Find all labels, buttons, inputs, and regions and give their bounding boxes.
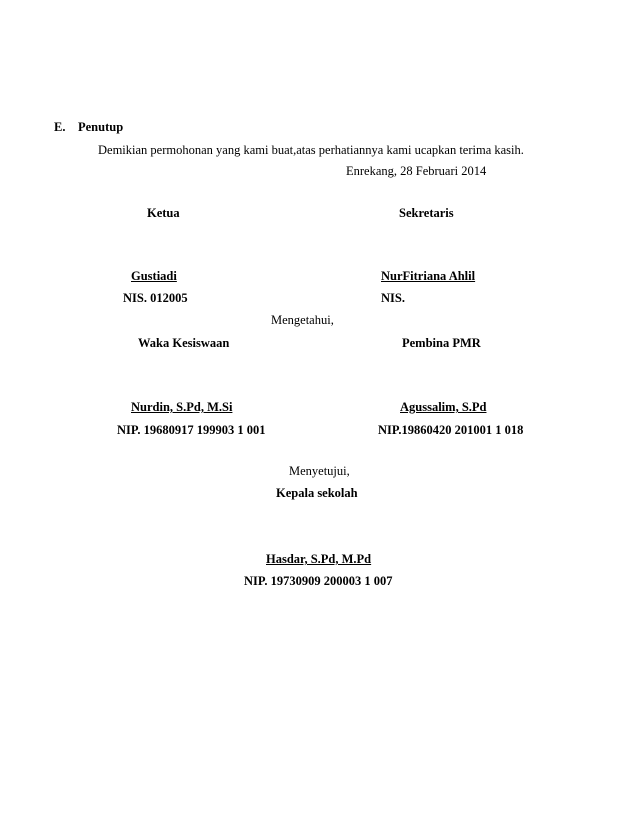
waka-role: Waka Kesiswaan <box>138 336 230 350</box>
waka-name: Nurdin, S.Pd, M.Si <box>131 400 233 414</box>
pembina-id: NIP.19860420 201001 1 018 <box>378 423 524 437</box>
kepala-id: NIP. 19730909 200003 1 007 <box>244 574 393 588</box>
sekretaris-name: NurFitriana Ahlil <box>381 269 476 283</box>
mengetahui-label: Mengetahui, <box>271 313 334 327</box>
sekretaris-role: Sekretaris <box>399 206 454 220</box>
pembina-name: Agussalim, S.Pd <box>400 400 487 414</box>
pembina-role: Pembina PMR <box>402 336 481 350</box>
menyetujui-label: Menyetujui, <box>289 464 350 478</box>
section-letter: E. <box>54 120 66 134</box>
closing-paragraph: Demikian permohonan yang kami buat,atas perhatiannya kami ucapkan terima kasih. <box>98 143 524 157</box>
kepala-name: Hasdar, S.Pd, M.Pd <box>266 552 372 566</box>
place-date: Enrekang, 28 Februari 2014 <box>346 164 487 178</box>
ketua-role: Ketua <box>147 206 180 220</box>
kepala-role: Kepala sekolah <box>276 486 358 500</box>
waka-id: NIP. 19680917 199903 1 001 <box>117 423 266 437</box>
section-title: Penutup <box>78 120 124 134</box>
sekretaris-id: NIS. <box>381 291 405 305</box>
ketua-id: NIS. 012005 <box>123 291 188 305</box>
ketua-name: Gustiadi <box>131 269 177 283</box>
